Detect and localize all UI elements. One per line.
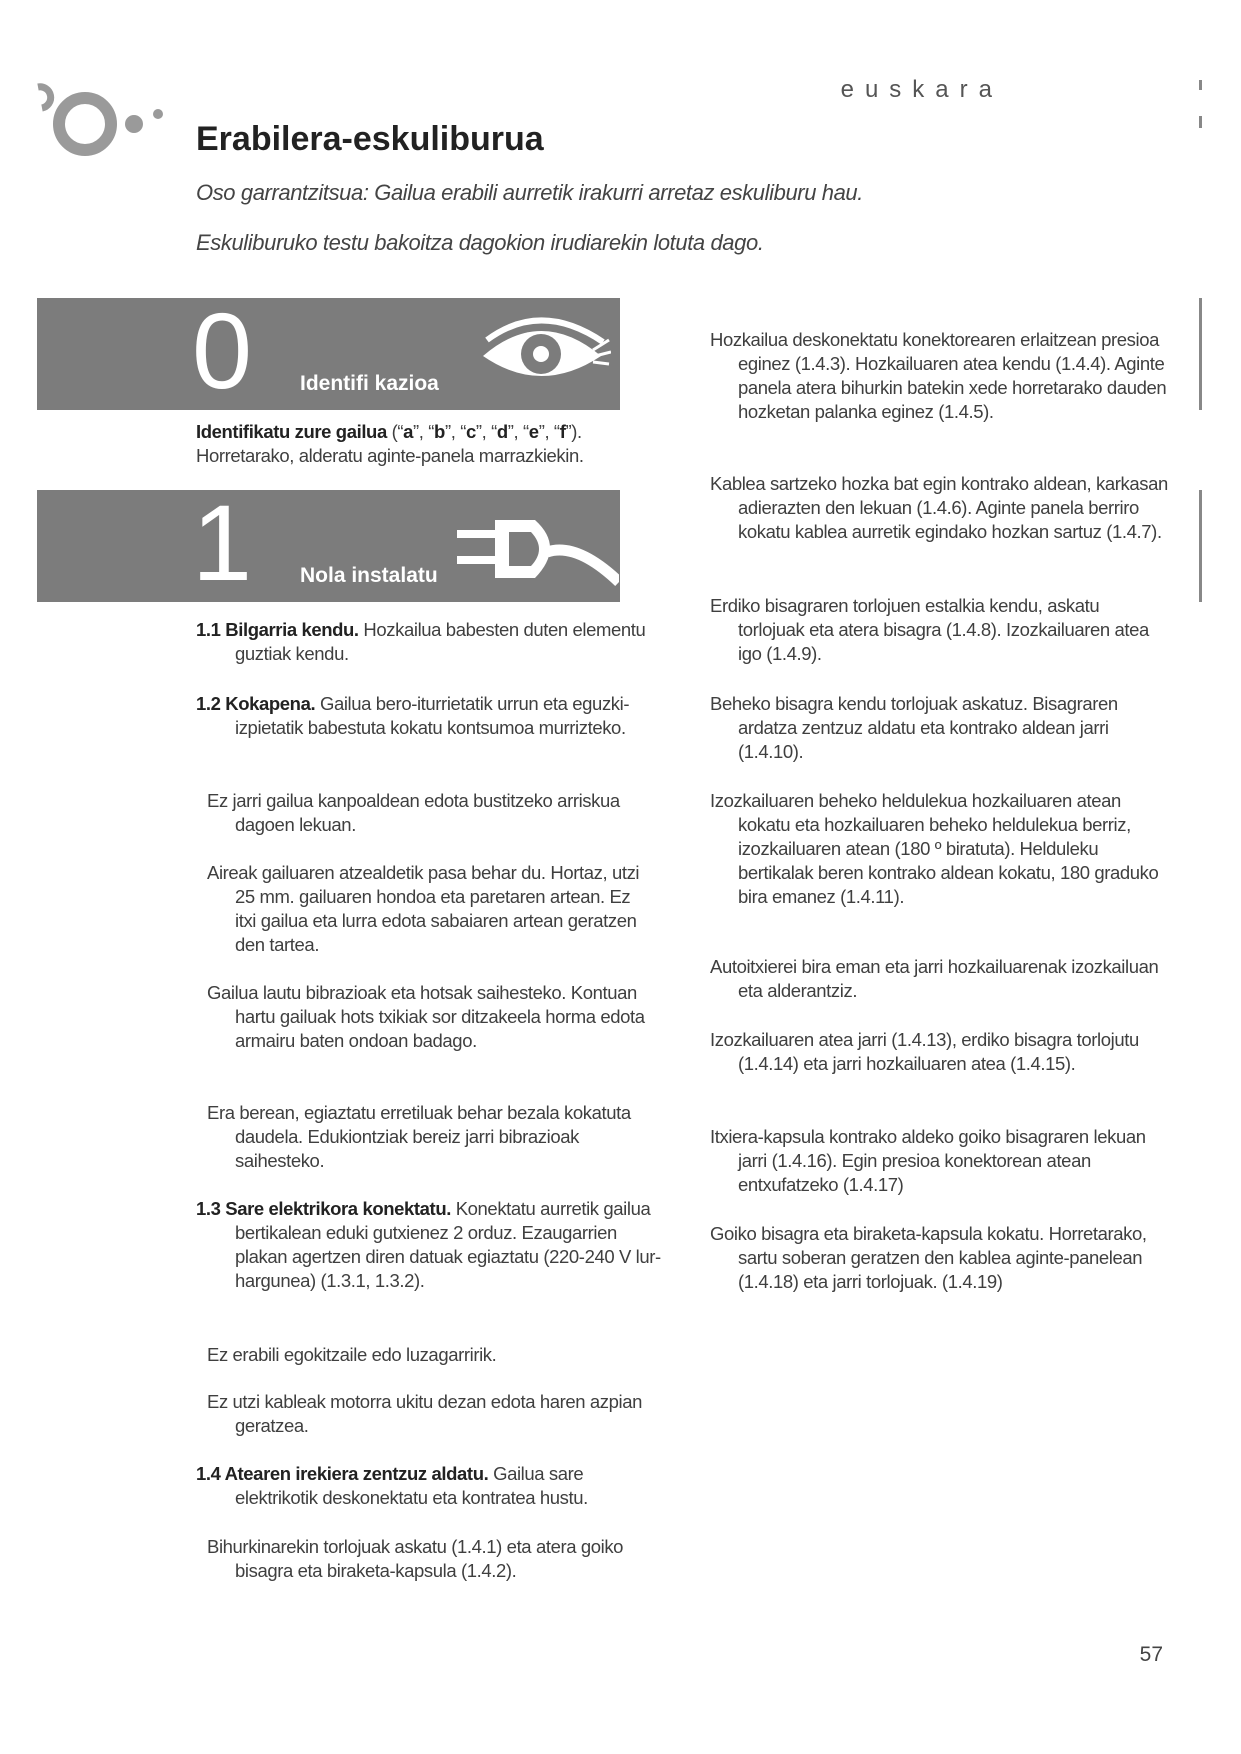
step-heading: 1.3 Sare elektrikora konektatu. <box>196 1198 451 1219</box>
model-d: d <box>496 421 508 442</box>
quote: ”, “ <box>507 421 529 442</box>
right-para-7: Izozkailuaren atea jarri (1.4.13), erdiko bisagra torlojutu (1.4.14) eta jarri hozkailuaren atea (1.4.15). <box>710 1029 1139 1074</box>
step-heading: 1.1 Bilgarria kendu. <box>196 619 359 640</box>
step-text: Gailua bero-iturrietatik urrun eta eguzki-izpietatik babestuta kokatu kontsumoa murrizteko. <box>235 693 630 738</box>
model-a: a <box>403 421 414 442</box>
step-heading: 1.4 Atearen irekiera zentzuz aldatu. <box>196 1463 489 1484</box>
identify-paragraph <box>196 420 626 468</box>
language-label: euskara <box>840 76 1003 103</box>
note-adapters: Ez erabili egokitzaile edo luzagarririk. <box>207 1344 497 1365</box>
note-outdoor: Ez jarri gailua kanpoaldean edota bustitzeko arriskua dagoen lekuan. <box>207 790 620 835</box>
subtitle-important: Oso garrantzitsua: Gailua erabili aurretik irakurri arretaz eskuliburu hau. <box>196 180 863 205</box>
quote: ”, “ <box>475 421 497 442</box>
step-1-1 <box>196 618 665 666</box>
identify-line2: Horretarako, alderatu aginte-panela marrazkiekin. <box>196 445 584 466</box>
right-para-6: Autoitxierei bira eman eta jarri hozkailuarenak izozkailuan eta alderantziz. <box>710 956 1159 1001</box>
subtitle-note: Eskuliburuko testu bakoitza dagokion irudiarekin lotuta dago. <box>196 230 764 255</box>
edge-marker <box>1199 116 1202 128</box>
edge-marker <box>1199 80 1202 90</box>
eye-icon <box>477 310 611 392</box>
note-screws: Bihurkinarekin torlojuak askatu (1.4.1) eta atera goiko bisagra eta biraketa-kapsula (1.4.2). <box>207 1536 624 1581</box>
note-cables: Ez utzi kableak motorra ukitu dezan edota haren azpian geratzea. <box>207 1391 643 1436</box>
model-f: f <box>559 421 566 442</box>
step-text: Gailua sare elektrikotik deskonektatu eta kontratea hustu. <box>235 1463 588 1508</box>
quote: (“ <box>391 421 404 442</box>
model-e: e <box>528 421 539 442</box>
section-number: 1 <box>192 482 253 603</box>
right-para-3: Erdiko bisagraren torlojuen estalkia kendu, askatu torlojuak eta atera bisagra (1.4.8). Izozkailuaren atea igo (1.4.9). <box>710 595 1149 664</box>
note-trays: Era berean, egiaztatu erretiluak behar bezala kokatuta daudela. Edukiontziak bereiz jarri bibrazioak saihesteko. <box>207 1102 631 1171</box>
section-bar-identification <box>37 290 620 411</box>
quote: ”). <box>565 421 582 442</box>
step-text: Konektatu aurretik gailua bertikalean eduki gutxienez 2 orduz. Ezaugarrien plakan agertzen diren datuak egiaztatu (220-240 V lur-hargunea) (1.3.1, 1.3.2). <box>235 1198 661 1291</box>
step-1-4 <box>196 1462 665 1510</box>
identify-heading: Identifikatu zure gailua <box>196 421 387 442</box>
note-levelling: Gailua lautu bibrazioak eta hotsak saihesteko. Kontuan hartu gailuak hots txikiak sor ditzakeela horma edota armairu baten ondoan badago. <box>207 982 645 1051</box>
page-title: Erabilera-eskuliburua <box>196 120 544 158</box>
quote: ”, “ <box>538 421 560 442</box>
section-number: 0 <box>192 290 253 411</box>
right-para-5: Izozkailuaren beheko heldulekua hozkailuaren atean kokatu eta hozkailuaren beheko heldulekua berriz, izozkailuaren atean (180 º biratuta). Helduleku bertikalak beren kontrako aldean kokatu, 180 graduko bira emanez (1.4.11). <box>710 790 1159 907</box>
note-ventilation: Aireak gailuaren atzealdetik pasa behar du. Hortaz, utzi 25 mm. gailuaren hondoa eta paretaren artean. Ez itxi gailua eta lurra edota sabaiaren artean geratzen den tartea. <box>207 862 640 955</box>
step-heading: 1.2 Kokapena. <box>196 693 316 714</box>
quote: ”, “ <box>444 421 466 442</box>
page-number: 57 <box>1139 1643 1163 1666</box>
right-para-4: Beheko bisagra kendu torlojuak askatuz. Bisagraren ardatza zentzuz aldatu eta kontrako aldean jarri (1.4.10). <box>710 693 1118 762</box>
plug-icon <box>447 512 619 592</box>
brand-logo-icon <box>30 72 170 182</box>
section-bar-install <box>37 482 620 603</box>
step-text: Hozkailua babesten duten elementu guztiak kendu. <box>235 619 646 664</box>
model-b: b <box>434 421 445 442</box>
model-c: c <box>465 421 476 442</box>
section-label: Nola instalatu <box>300 564 438 587</box>
edge-marker <box>1199 490 1202 602</box>
step-1-3 <box>196 1197 665 1293</box>
right-para-1: Hozkailua deskonektatu konektorearen erlaitzean presioa eginez (1.4.3). Hozkailuaren atea kendu (1.4.4). Aginte panela atera bihurkin batekin xede horretarako dauden hozketan palanka eginez (1.4.5). <box>710 329 1167 422</box>
step-1-2 <box>196 692 665 740</box>
right-para-9: Goiko bisagra eta biraketa-kapsula kokatu. Horretarako, sartu soberan geratzen den kablea aginte-panelean (1.4.18) eta jarri torlojuak. (1.4.19) <box>710 1223 1147 1292</box>
section-label: Identifi kazioa <box>300 372 439 395</box>
right-para-8: Itxiera-kapsula kontrako aldeko goiko bisagraren lekuan jarri (1.4.16). Egin presioa konektorean atean entxufatzeko (1.4.17) <box>710 1126 1146 1195</box>
edge-marker <box>1199 298 1202 410</box>
quote: ”, “ <box>413 421 435 442</box>
right-para-2: Kablea sartzeko hozka bat egin kontrako aldean, karkasan adierazten den lekuan (1.4.6). Aginte panela berriro kokatu kablea aurretik egindako hozkan sartuz (1.4.7). <box>710 473 1168 542</box>
